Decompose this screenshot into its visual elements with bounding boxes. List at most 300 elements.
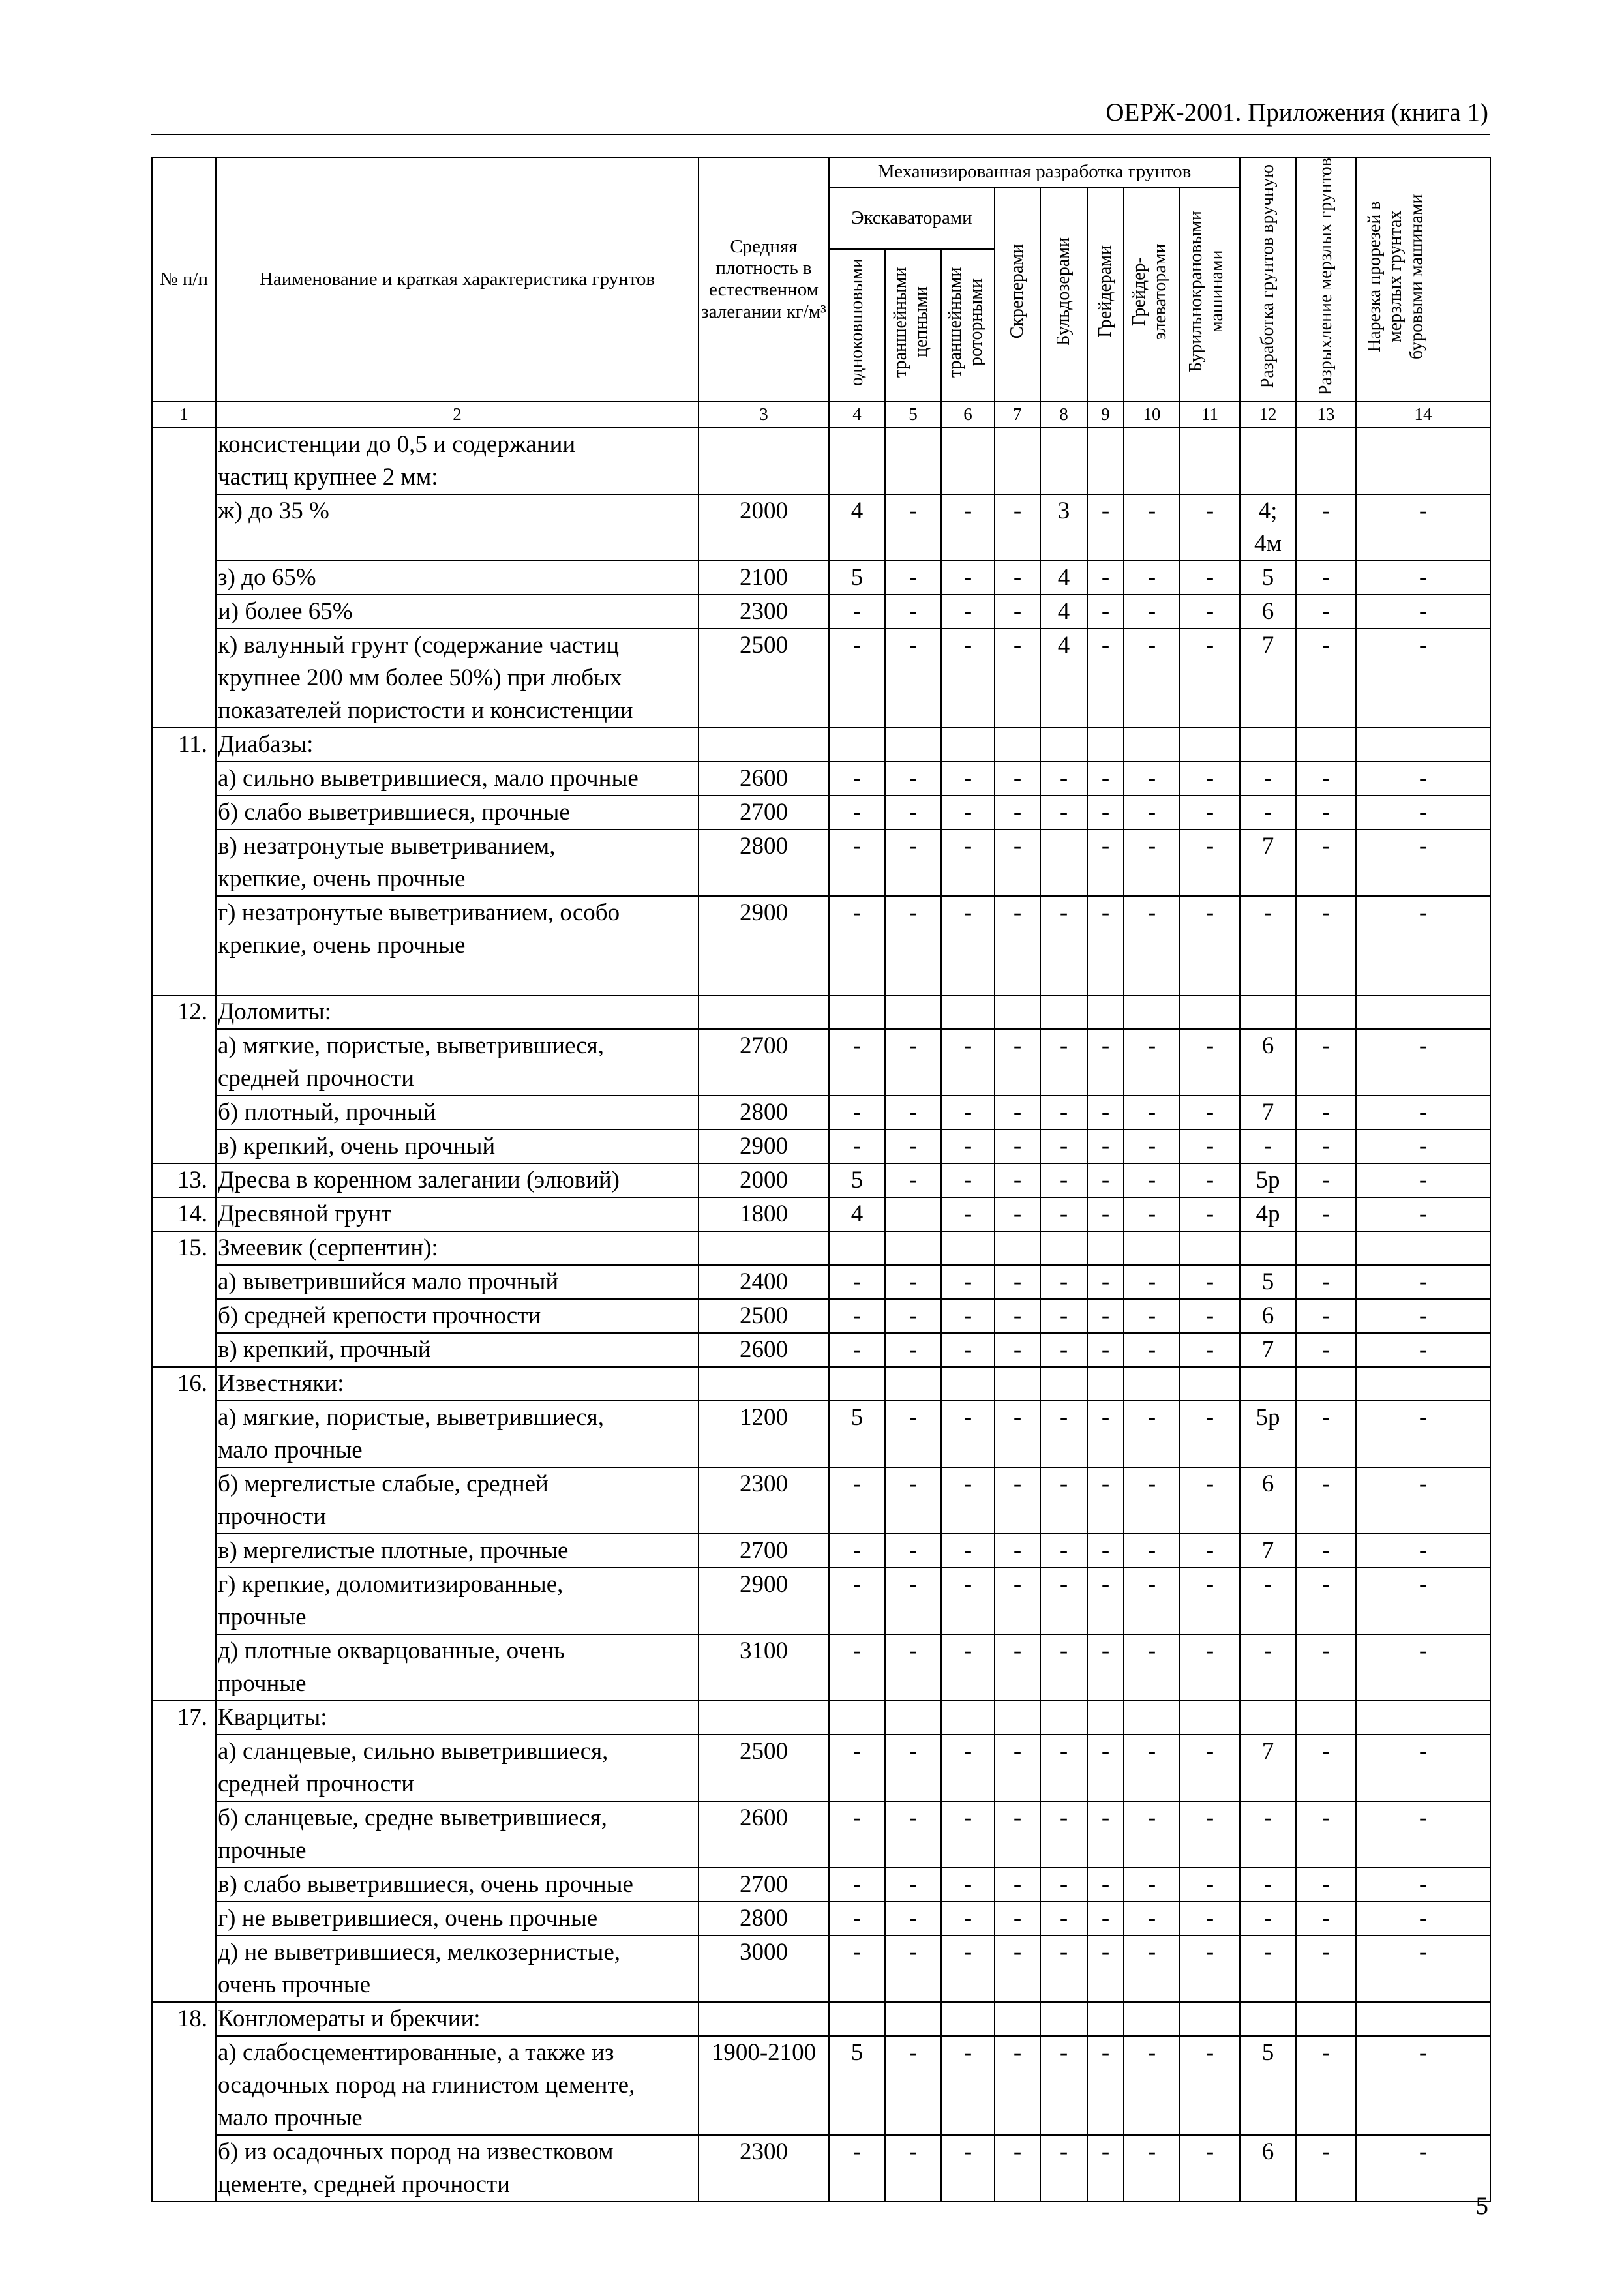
header-c7: Скреперами xyxy=(1006,244,1027,339)
category-value: - xyxy=(829,1735,885,1801)
category-value: - xyxy=(941,1029,995,1096)
soil-name xyxy=(216,830,699,896)
category-value: - xyxy=(1356,1902,1490,1936)
category-value: - xyxy=(1087,1333,1124,1367)
soil-name xyxy=(216,1868,699,1902)
category-value: - xyxy=(1180,1534,1240,1568)
density-value: 2600 xyxy=(699,1333,829,1367)
soil-name xyxy=(216,896,699,995)
category-value: - xyxy=(1240,762,1296,796)
category-value: - xyxy=(1180,830,1240,896)
category-value: - xyxy=(941,1735,995,1801)
soil-name-line: крепкие, очень прочные xyxy=(218,931,466,959)
table-row xyxy=(152,1467,1490,1534)
category-value: - xyxy=(1356,629,1490,728)
category-value: - xyxy=(941,1265,995,1299)
category-value: - xyxy=(1356,1634,1490,1701)
table-row xyxy=(152,1701,1490,1735)
category-value: - xyxy=(941,1130,995,1163)
category-value: - xyxy=(995,1130,1040,1163)
category-value: - xyxy=(941,561,995,595)
category-value: - xyxy=(1087,1029,1124,1096)
category-value: - xyxy=(829,1902,885,1936)
soil-name xyxy=(216,561,699,595)
category-value: - xyxy=(995,1029,1040,1096)
category-value: - xyxy=(885,1534,941,1568)
soil-name xyxy=(216,1029,699,1096)
density-value: 2800 xyxy=(699,830,829,896)
soil-name xyxy=(216,2002,699,2036)
category-value xyxy=(1240,995,1296,1029)
category-value: - xyxy=(1356,1130,1490,1163)
category-value: - xyxy=(1087,1936,1124,2002)
item-number: 18. xyxy=(152,2002,216,2202)
category-value: - xyxy=(1040,1265,1087,1299)
density-value: 2700 xyxy=(699,1534,829,1568)
category-value xyxy=(1124,995,1180,1029)
category-value xyxy=(885,728,941,762)
category-value: - xyxy=(1087,1801,1124,1868)
soil-name xyxy=(216,1701,699,1735)
category-value xyxy=(995,728,1040,762)
category-value: - xyxy=(885,1735,941,1801)
category-value: 6 xyxy=(1240,1029,1296,1096)
category-value: - xyxy=(885,830,941,896)
category-value: 4; 4м xyxy=(1240,494,1296,561)
category-value xyxy=(1240,1701,1296,1735)
density-value: 2500 xyxy=(699,1735,829,1801)
category-value: - xyxy=(1240,1936,1296,2002)
category-value: - xyxy=(1040,1902,1087,1936)
category-value: - xyxy=(1296,1467,1356,1534)
category-value xyxy=(829,995,885,1029)
soil-name xyxy=(216,1197,699,1231)
category-value: - xyxy=(1180,1197,1240,1231)
category-value xyxy=(1087,2002,1124,2036)
category-value xyxy=(1124,428,1180,494)
category-value: - xyxy=(1240,1568,1296,1634)
category-value xyxy=(995,995,1040,1029)
table-row xyxy=(152,896,1490,995)
category-value: - xyxy=(1356,1401,1490,1467)
table-row xyxy=(152,1130,1490,1163)
category-value: - xyxy=(995,1299,1040,1333)
category-value: - xyxy=(1296,1299,1356,1333)
category-value: - xyxy=(1124,1534,1180,1568)
soil-name-line: и) более 65% xyxy=(218,597,353,625)
category-value: - xyxy=(1087,1197,1124,1231)
category-value xyxy=(1296,1367,1356,1401)
category-value: - xyxy=(829,1534,885,1568)
category-value xyxy=(1040,995,1087,1029)
category-value xyxy=(995,2002,1040,2036)
table-row xyxy=(152,728,1490,762)
category-value: - xyxy=(941,494,995,561)
category-value: - xyxy=(995,561,1040,595)
column-number: 11 xyxy=(1180,402,1240,428)
column-number: 4 xyxy=(829,402,885,428)
category-value: - xyxy=(1296,2036,1356,2135)
category-value: - xyxy=(1296,1534,1356,1568)
table-row xyxy=(152,1401,1490,1467)
soil-name-line: б) слабо выветрившиеся, прочные xyxy=(218,798,570,826)
density-value: 2100 xyxy=(699,561,829,595)
density-value: 1200 xyxy=(699,1401,829,1467)
category-value xyxy=(1240,1231,1296,1265)
density-value: 1900-2100 xyxy=(699,2036,829,2135)
running-header: ОЕРЖ-2001. Приложения (книга 1) xyxy=(1105,98,1488,127)
category-value: - xyxy=(1087,1568,1124,1634)
soil-name-line: д) не выветрившиеся, мелкозернистые, xyxy=(218,1938,621,1966)
category-value: - xyxy=(829,629,885,728)
category-value xyxy=(1296,1701,1356,1735)
category-value xyxy=(1124,1231,1180,1265)
category-value xyxy=(885,2002,941,2036)
header-c4: одноковшовыми xyxy=(846,258,867,387)
table-row xyxy=(152,1634,1490,1701)
category-value xyxy=(1180,1701,1240,1735)
category-value: - xyxy=(995,1801,1040,1868)
category-value: - xyxy=(941,796,995,830)
density-value xyxy=(699,2002,829,2036)
category-value: - xyxy=(1124,1735,1180,1801)
category-value xyxy=(1240,428,1296,494)
header-c9: Грейдерами xyxy=(1094,245,1115,338)
category-value: - xyxy=(1356,561,1490,595)
category-value: 7 xyxy=(1240,629,1296,728)
category-value xyxy=(829,728,885,762)
item-number xyxy=(152,428,216,728)
category-value xyxy=(885,1701,941,1735)
category-value: - xyxy=(941,629,995,728)
category-value: - xyxy=(941,1401,995,1467)
category-value: - xyxy=(1040,1868,1087,1902)
category-value xyxy=(829,1367,885,1401)
category-value xyxy=(1040,2002,1087,2036)
category-value: - xyxy=(1296,1096,1356,1130)
category-value xyxy=(941,1701,995,1735)
soil-name xyxy=(216,1096,699,1130)
soil-name xyxy=(216,1735,699,1801)
table-row xyxy=(152,1801,1490,1868)
category-value: - xyxy=(829,762,885,796)
density-value: 2300 xyxy=(699,595,829,629)
category-value: - xyxy=(829,2135,885,2202)
soil-name-line: к) валунный грунт (содержание частиц xyxy=(218,631,620,659)
category-value: - xyxy=(1040,2036,1087,2135)
table-row xyxy=(152,1197,1490,1231)
column-number: 8 xyxy=(1040,402,1087,428)
soil-name-line: в) мергелистые плотные, прочные xyxy=(218,1536,569,1564)
category-value: - xyxy=(1356,896,1490,995)
category-value: - xyxy=(1296,762,1356,796)
category-value: - xyxy=(1040,1130,1087,1163)
category-value: - xyxy=(1296,629,1356,728)
category-value xyxy=(1296,728,1356,762)
category-value: - xyxy=(829,1029,885,1096)
header-c11: Бурильнокрановыми машинами xyxy=(1186,211,1227,373)
table-row xyxy=(152,762,1490,796)
soil-name-line: б) мергелистые слабые, средней xyxy=(218,1470,549,1497)
category-value: - xyxy=(1296,1634,1356,1701)
header-c8: Бульдозерами xyxy=(1053,237,1074,346)
category-value: - xyxy=(1296,1902,1356,1936)
category-value: - xyxy=(1087,595,1124,629)
category-value: - xyxy=(1124,1902,1180,1936)
soil-name-line: а) выветрившийся мало прочный xyxy=(218,1268,559,1295)
soil-name-line: в) крепкий, очень прочный xyxy=(218,1132,496,1159)
header-c6: траншейными роторными xyxy=(945,267,987,378)
category-value: - xyxy=(1356,1029,1490,1096)
column-number: 3 xyxy=(699,402,829,428)
category-value: - xyxy=(1296,1735,1356,1801)
table-row xyxy=(152,796,1490,830)
category-value xyxy=(1040,428,1087,494)
category-value xyxy=(885,1367,941,1401)
category-value: 4р xyxy=(1240,1197,1296,1231)
category-value xyxy=(1356,1231,1490,1265)
soil-name xyxy=(216,1163,699,1197)
category-value: - xyxy=(995,1534,1040,1568)
category-value: - xyxy=(885,1029,941,1096)
category-value: - xyxy=(1180,1163,1240,1197)
category-value xyxy=(941,1231,995,1265)
category-value: 4 xyxy=(1040,595,1087,629)
category-value: 3 xyxy=(1040,494,1087,561)
category-value: - xyxy=(1356,830,1490,896)
soil-name xyxy=(216,1367,699,1401)
category-value: 5 xyxy=(1240,1265,1296,1299)
soil-name xyxy=(216,494,699,561)
category-value: - xyxy=(829,1467,885,1534)
category-value: - xyxy=(1087,1467,1124,1534)
soil-name-line: прочные xyxy=(218,1669,307,1697)
density-value xyxy=(699,728,829,762)
soil-name-line: крупнее 200 мм более 50%) при любых xyxy=(218,664,622,691)
category-value xyxy=(829,1701,885,1735)
category-value: 7 xyxy=(1240,1333,1296,1367)
category-value: - xyxy=(1356,1333,1490,1367)
soil-name-line: прочные xyxy=(218,1603,307,1630)
category-value xyxy=(1296,995,1356,1029)
category-value: 6 xyxy=(1240,2135,1296,2202)
category-value: - xyxy=(1180,1735,1240,1801)
category-value xyxy=(995,1367,1040,1401)
soil-name-line: а) сильно выветрившиеся, мало прочные xyxy=(218,764,639,792)
category-value: - xyxy=(1180,1467,1240,1534)
category-value: - xyxy=(829,830,885,896)
category-value xyxy=(1087,1701,1124,1735)
category-value: - xyxy=(941,2135,995,2202)
category-value xyxy=(829,428,885,494)
soil-name-line: мало прочные xyxy=(218,1436,363,1463)
density-value xyxy=(699,995,829,1029)
category-value: - xyxy=(995,1735,1040,1801)
category-value xyxy=(1124,1367,1180,1401)
category-value: 4 xyxy=(1040,561,1087,595)
category-value: - xyxy=(829,1868,885,1902)
category-value: - xyxy=(995,1634,1040,1701)
category-value: - xyxy=(1087,629,1124,728)
category-value: - xyxy=(829,1299,885,1333)
category-value: - xyxy=(995,1163,1040,1197)
soil-name xyxy=(216,995,699,1029)
category-value xyxy=(1296,1231,1356,1265)
category-value: - xyxy=(941,2036,995,2135)
category-value: - xyxy=(1124,1868,1180,1902)
density-value: 2700 xyxy=(699,1029,829,1096)
category-value: - xyxy=(1040,1735,1087,1801)
category-value: 5 xyxy=(829,1401,885,1467)
header-excavators: Экскаваторами xyxy=(829,187,995,249)
category-value xyxy=(885,995,941,1029)
table-row xyxy=(152,1231,1490,1265)
category-value: - xyxy=(885,1096,941,1130)
category-value: - xyxy=(885,1299,941,1333)
category-value: - xyxy=(1124,1401,1180,1467)
category-value: - xyxy=(1087,1299,1124,1333)
soil-name-line: очень прочные xyxy=(218,1971,371,1998)
soil-name xyxy=(216,728,699,762)
category-value: - xyxy=(1296,1936,1356,2002)
soil-name-line: Дресвяной грунт xyxy=(218,1200,392,1227)
category-value: - xyxy=(1040,762,1087,796)
table-row xyxy=(152,1029,1490,1096)
soil-name-line: г) незатронутые выветриванием, особо xyxy=(218,899,620,926)
column-number: 9 xyxy=(1087,402,1124,428)
category-value: 5 xyxy=(1240,2036,1296,2135)
density-value: 2700 xyxy=(699,796,829,830)
soil-name-line: г) не выветрившиеся, очень прочные xyxy=(218,1904,598,1932)
category-value: - xyxy=(1087,2036,1124,2135)
category-value: - xyxy=(1087,561,1124,595)
category-value xyxy=(1040,1231,1087,1265)
category-value xyxy=(1124,728,1180,762)
category-value: - xyxy=(1296,1130,1356,1163)
category-value: - xyxy=(941,1634,995,1701)
category-value: - xyxy=(1296,561,1356,595)
soil-table xyxy=(151,157,1491,2202)
table-row xyxy=(152,1936,1490,2002)
table-row xyxy=(152,1868,1490,1902)
category-value: 5 xyxy=(829,561,885,595)
category-value: - xyxy=(995,1096,1040,1130)
density-value: 2500 xyxy=(699,1299,829,1333)
category-value: - xyxy=(1087,796,1124,830)
category-value: - xyxy=(1180,494,1240,561)
density-value: 2900 xyxy=(699,1568,829,1634)
table-row xyxy=(152,2135,1490,2202)
soil-name xyxy=(216,1299,699,1333)
density-value: 2600 xyxy=(699,762,829,796)
category-value: - xyxy=(1296,1333,1356,1367)
category-value: - xyxy=(1180,1568,1240,1634)
category-value: - xyxy=(1040,1197,1087,1231)
category-value: - xyxy=(1124,1197,1180,1231)
category-value: - xyxy=(1040,1467,1087,1534)
category-value: 7 xyxy=(1240,830,1296,896)
category-value: - xyxy=(941,1868,995,1902)
category-value: 4 xyxy=(1040,629,1087,728)
table-row xyxy=(152,1902,1490,1936)
table-row xyxy=(152,1568,1490,1634)
category-value: - xyxy=(941,1902,995,1936)
category-value: 7 xyxy=(1240,1096,1296,1130)
category-value: - xyxy=(885,1401,941,1467)
density-value: 2000 xyxy=(699,1163,829,1197)
category-value xyxy=(1087,1231,1124,1265)
category-value: - xyxy=(1356,2135,1490,2202)
category-value: - xyxy=(1356,1868,1490,1902)
density-value xyxy=(699,428,829,494)
category-value: - xyxy=(1180,1333,1240,1367)
table-row xyxy=(152,629,1490,728)
category-value xyxy=(829,2002,885,2036)
category-value xyxy=(885,1197,941,1231)
category-value: - xyxy=(885,1936,941,2002)
category-value: - xyxy=(829,896,885,995)
category-value xyxy=(1240,728,1296,762)
category-value: - xyxy=(1040,796,1087,830)
column-number: 5 xyxy=(885,402,941,428)
density-value: 2800 xyxy=(699,1096,829,1130)
category-value: - xyxy=(1040,896,1087,995)
category-value: - xyxy=(1087,1634,1124,1701)
soil-name xyxy=(216,1265,699,1299)
column-number: 7 xyxy=(995,402,1040,428)
category-value: - xyxy=(1040,1936,1087,2002)
category-value xyxy=(1296,2002,1356,2036)
category-value: - xyxy=(1124,796,1180,830)
density-value: 2300 xyxy=(699,2135,829,2202)
category-value: - xyxy=(1040,1568,1087,1634)
soil-name-line: Диабазы: xyxy=(218,730,314,758)
category-value: - xyxy=(1356,1299,1490,1333)
category-value: - xyxy=(1040,1634,1087,1701)
category-value xyxy=(1087,995,1124,1029)
category-value xyxy=(1180,428,1240,494)
table-row xyxy=(152,1534,1490,1568)
category-value: - xyxy=(1124,1568,1180,1634)
category-value: - xyxy=(829,1130,885,1163)
category-value: - xyxy=(995,1902,1040,1936)
category-value: - xyxy=(1356,796,1490,830)
table-row xyxy=(152,494,1490,561)
category-value: - xyxy=(1356,1936,1490,2002)
category-value: - xyxy=(1087,762,1124,796)
table-row xyxy=(152,1265,1490,1299)
density-value: 2900 xyxy=(699,1130,829,1163)
category-value: - xyxy=(1124,561,1180,595)
category-value: - xyxy=(1040,1401,1087,1467)
category-value: - xyxy=(1356,494,1490,561)
soil-name xyxy=(216,1902,699,1936)
category-value xyxy=(1356,995,1490,1029)
density-value: 2000 xyxy=(699,494,829,561)
category-value: - xyxy=(1240,796,1296,830)
item-number: 14. xyxy=(152,1197,216,1231)
category-value: - xyxy=(1180,561,1240,595)
category-value: - xyxy=(1296,1868,1356,1902)
category-value: - xyxy=(885,896,941,995)
item-number: 12. xyxy=(152,995,216,1163)
category-value: - xyxy=(1240,1868,1296,1902)
column-number: 13 xyxy=(1296,402,1356,428)
soil-name-line: д) плотные окварцованные, очень xyxy=(218,1637,565,1664)
category-value: - xyxy=(1296,494,1356,561)
soil-name-line: Дресва в коренном залегании (элювий) xyxy=(218,1166,620,1193)
category-value: 7 xyxy=(1240,1735,1296,1801)
